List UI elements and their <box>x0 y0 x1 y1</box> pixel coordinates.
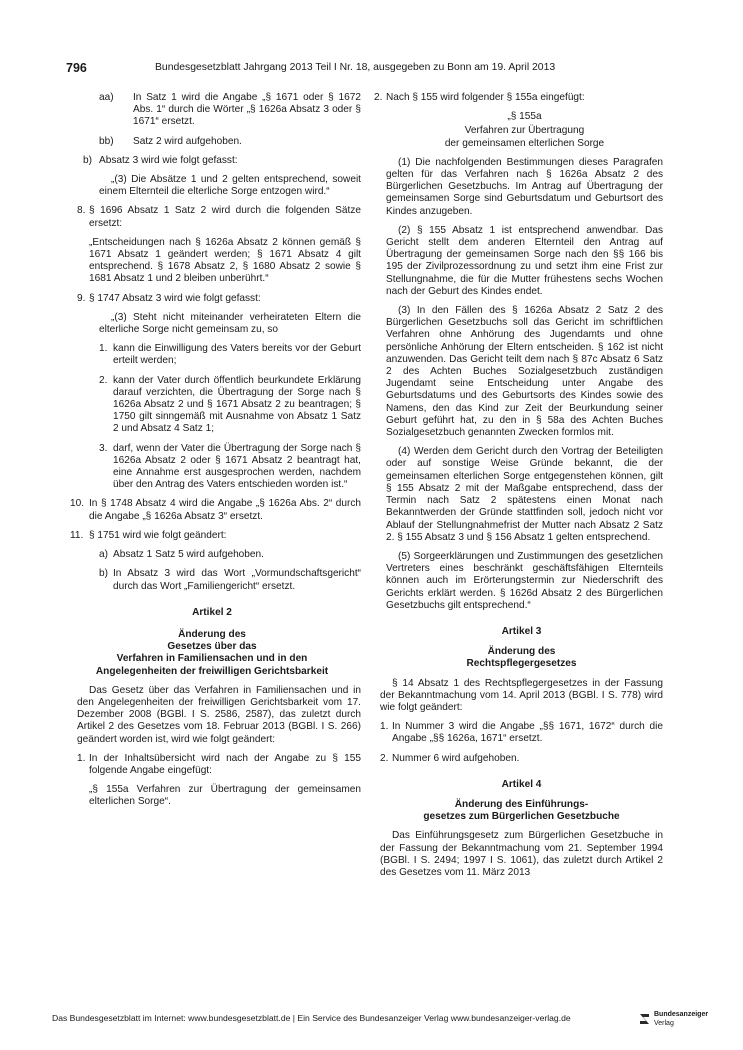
item-text: Absatz 3 wird wie folgt gefasst: <box>99 154 238 166</box>
list-item <box>77 205 361 229</box>
list-item <box>77 753 361 777</box>
page-number: 796 <box>66 61 87 75</box>
article-title-line: Änderung des <box>178 628 246 640</box>
list-item <box>99 443 361 492</box>
item-text: In Absatz 3 wird das Wort „Vormundschaftsgericht“ durch das Wort „Familiengericht“ ersetzt. <box>113 568 361 592</box>
list-item <box>99 136 361 148</box>
item-text: In Nummer 3 wird die Angabe „§§ 1671, 1672“ durch die Angabe „§§ 1626a, 1671“ ersetzt. <box>392 721 663 745</box>
list-item <box>70 530 361 542</box>
quoted-text: „Entscheidungen nach § 1626a Absatz 2 können gemäß § 1671 Absatz 1 geändert werden; § 1671 Absatz 4 gilt entsprechend. § 1678 Absatz 2, § 1680 Absatz 2 sowie § 1681 Absatz 1 und 2 bleiben unberührt.“ <box>89 236 361 285</box>
section-number: „§ 155a <box>507 111 542 123</box>
quoted-text: „(3) Steht nicht miteinander verheirateten Eltern die elterliche Sorge nicht gemeinsam zu, so <box>99 311 361 336</box>
article-intro: § 14 Absatz 1 des Rechtspflegergesetzes in der Fassung der Bekanntmachung vom 14. April 2013 (BGBl. I S. 778) wird wie folgt geändert: <box>380 677 663 713</box>
item-text: kann der Vater durch öffentlich beurkundete Erklärung darauf verzichten, die Übertragung der Sorge nach § 1626a Absatz 2 und § 1671 Absatz 2 zu beantragen; § 1750 gilt sinngemäß mit Ausnahme von Absatz 1 Satz 2 und Absatz 4 Satz 1; <box>113 374 361 435</box>
item-label: b) <box>99 568 108 580</box>
article-heading: Artikel 3 <box>501 625 542 637</box>
article-title-line: Änderung des Einführungs- <box>454 798 589 810</box>
item-label: 9. <box>77 292 86 304</box>
article-heading: Artikel 4 <box>501 778 542 790</box>
article-title-line: Änderung des <box>487 646 556 658</box>
article-title-line: Angelegenheiten der freiwilligen Gerichtsbarkeit <box>95 665 329 677</box>
list-item <box>99 549 361 561</box>
item-label: 11. <box>70 529 84 541</box>
list-item <box>83 155 361 167</box>
list-item <box>99 343 361 367</box>
right-column <box>374 92 663 886</box>
quoted-text: „§ 155a Verfahren zur Übertragung der gemeinsamen elterlichen Sorge“. <box>89 784 361 808</box>
article-title-line: Verfahren in Familiensachen und in den <box>116 653 308 665</box>
list-item <box>70 498 361 522</box>
paragraph: (1) Die nachfolgenden Bestimmungen dieses Paragrafen gelten für das Verfahren nach § 1626a Absatz 2 des Bürgerlichen Gesetzbuchs. Im Antrag auf Übertragung der gemeinsamen Sorge sind Geburtsdatum und Geburtsort des Kindes anzugeben. <box>386 156 663 217</box>
item-text: Nach § 155 wird folgender § 155a eingefügt: <box>386 92 585 103</box>
item-text: § 1696 Absatz 1 Satz 2 wird durch die folgenden Sätze ersetzt: <box>89 205 361 229</box>
quoted-text: „(3) Die Absätze 1 und 2 gelten entsprechend, soweit einem Elternteil die elterliche Sorge entzogen wird.“ <box>99 174 361 198</box>
item-text: § 1751 wird wie folgt geändert: <box>89 529 227 541</box>
item-text: In der Inhaltsübersicht wird nach der Angabe zu § 155 folgende Angabe eingefügt: <box>89 752 361 776</box>
paragraph: (4) Werden dem Gericht durch den Vortrag der Beteiligten oder auf sonstige Weise Gründe bekannt, die der gemeinsamen elterlichen Sorge entgegenstehen können, gilt § 155 Absatz 2 mit der Maßgabe entsprechend, dass der Termin nach Satz 2 spätestens einen Monat nach Bekanntwerden der Gründe stattfinden soll, jedoch nicht vor Ablauf der Stellungnahmefrist der Mutter nach Absatz 2 Satz 2. § 155 Absatz 3 und § 156 Absatz 1 gelten entsprechend. <box>386 446 663 543</box>
list-item <box>99 92 361 129</box>
page-header <box>66 61 666 77</box>
item-text: In § 1748 Absatz 4 wird die Angabe „§ 1626a Abs. 2“ durch die Angabe „§ 1626a Absatz 3“ ersetzt. <box>89 498 361 522</box>
article-intro: Das Gesetz über das Verfahren in Familiensachen und in den Angelegenheiten der freiwilligen Gerichtsbarkeit vom 17. Dezember 2008 (BGBl. I S. 2586, 2587), das zuletzt durch Artikel 2 des Gesetzes vom 18. Februar 2013 (BGBl. I S. 266) geändert worden ist, wird wie folgt geändert: <box>77 684 361 745</box>
logo-line-1: Bundesanzeiger <box>654 1011 709 1018</box>
article-title-line: Rechtspflegergesetzes <box>466 658 577 670</box>
article-heading: Artikel 2 <box>192 606 232 618</box>
item-text: Absatz 1 Satz 5 wird aufgehoben. <box>113 549 264 561</box>
list-item <box>380 721 663 745</box>
list-item <box>374 92 663 104</box>
item-label: 8. <box>77 205 86 217</box>
section-heading: Verfahren zur Übertragung <box>464 125 585 137</box>
item-label: b) <box>83 154 92 166</box>
item-text: darf, wenn der Vater die Übertragung der Sorge nach § 1626a Absatz 2 oder § 1671 Absatz 2 beantragt hat, eine Annahme erst ausgesprochen werden, nachdem über den Antrag des Vaters entschieden worden ist.“ <box>113 442 361 491</box>
item-label: 10. <box>70 498 85 510</box>
list-item <box>77 293 361 305</box>
item-label: bb) <box>99 135 114 147</box>
item-label: 1. <box>380 721 389 733</box>
left-column <box>70 92 361 816</box>
item-label: 1. <box>77 752 86 764</box>
paragraph: (3) In den Fällen des § 1626a Absatz 2 Satz 2 des Bürgerlichen Gesetzbuchs soll das Gericht im schriftlichen Verfahren ohne Anhörung des Jugendamts und ohne persönliche Anhörung der Eltern entscheiden. § 162 ist nicht anzuwenden. Das Gericht teilt dem nach § 87c Absatz 6 Satz 2 des Achten Buches Sozialgesetzbuch zuständigen Jugendamt seine Entscheidung unter Angabe des Geburtsdatums und des Geburtsorts des Kindes sowie des Namens, den das Kind zur Zeit der Beurkundung seiner Geburt geführt hat, zu den in § 58a des Achten Buches Sozialgesetzbuch genannten Zwecken formlos mit. <box>386 305 663 439</box>
item-label: 2. <box>99 374 108 386</box>
article-title-line: Gesetzes über das <box>167 641 257 653</box>
item-text: In Satz 1 wird die Angabe „§ 1671 oder § 1672 Abs. 1“ durch die Wörter „§ 1626a Absatz 3 oder § 1671“ ersetzt. <box>133 92 361 128</box>
paragraph: (5) Sorgeerklärungen und Zustimmungen des gesetzlichen Vertreters eines beschränkt geschäftsfähigen Elternteils können auch im Erörterungstermin zur Niederschrift des Gerichts erklärt werden. § 1626d Absatz 2 des Bürgerlichen Gesetzbuchs gilt entsprechend.“ <box>386 550 663 611</box>
item-text: § 1747 Absatz 3 wird wie folgt gefasst: <box>89 292 261 304</box>
list-item <box>99 568 361 592</box>
item-text: Nummer 6 wird aufgehoben. <box>392 752 520 764</box>
item-label: aa) <box>99 92 114 103</box>
article-title-line: gesetzes zum Bürgerlichen Gesetzbuche <box>423 811 620 823</box>
item-label: 2. <box>380 752 389 764</box>
publisher-logo <box>638 1010 708 1032</box>
logo-line-2: Verlag <box>654 1020 674 1027</box>
item-text: kann die Einwilligung des Vaters bereits vor der Geburt erteilt werden; <box>113 343 361 367</box>
item-label: 3. <box>99 442 108 454</box>
gazette-title: Bundesgesetzblatt Jahrgang 2013 Teil I Nr. 18, ausgegeben zu Bonn am 19. April 2013 <box>155 62 556 73</box>
item-label: 1. <box>99 343 108 355</box>
section-heading: der gemeinsamen elterlichen Sorge <box>444 137 605 149</box>
page-footer: Das Bundesgesetzblatt im Internet: www.bundesgesetzblatt.de | Ein Service des Bundesanzeiger Verlag www.bundesanzeiger-verlag.de <box>52 1013 571 1023</box>
article-intro: Das Einführungsgesetz zum Bürgerlichen Gesetzbuche in der Fassung der Bekanntmachung vom 21. September 1994 (BGBl. I S. 2494; 1997 I S. 1061), das zuletzt durch Artikel 2 des Gesetzes vom 11. März 2013 <box>380 830 663 878</box>
bundesanzeiger-logo-icon <box>638 1012 651 1026</box>
item-text: Satz 2 wird aufgehoben. <box>133 135 242 147</box>
paragraph: (2) § 155 Absatz 1 ist entsprechend anwendbar. Das Gericht stellt dem anderen Elternteil den Antrag auf Übertragung der gemeinsamen Sorge nach den §§ 166 bis 195 der Zivilprozessordnung zu und setzt ihm eine Frist zur Stellungnahme, die für die Mutter frühestens sechs Wochen nach der Geburt des Kindes endet. <box>386 224 663 297</box>
item-label: a) <box>99 549 108 561</box>
list-item <box>99 375 361 436</box>
item-label: 2. <box>374 92 383 103</box>
list-item <box>380 753 663 765</box>
